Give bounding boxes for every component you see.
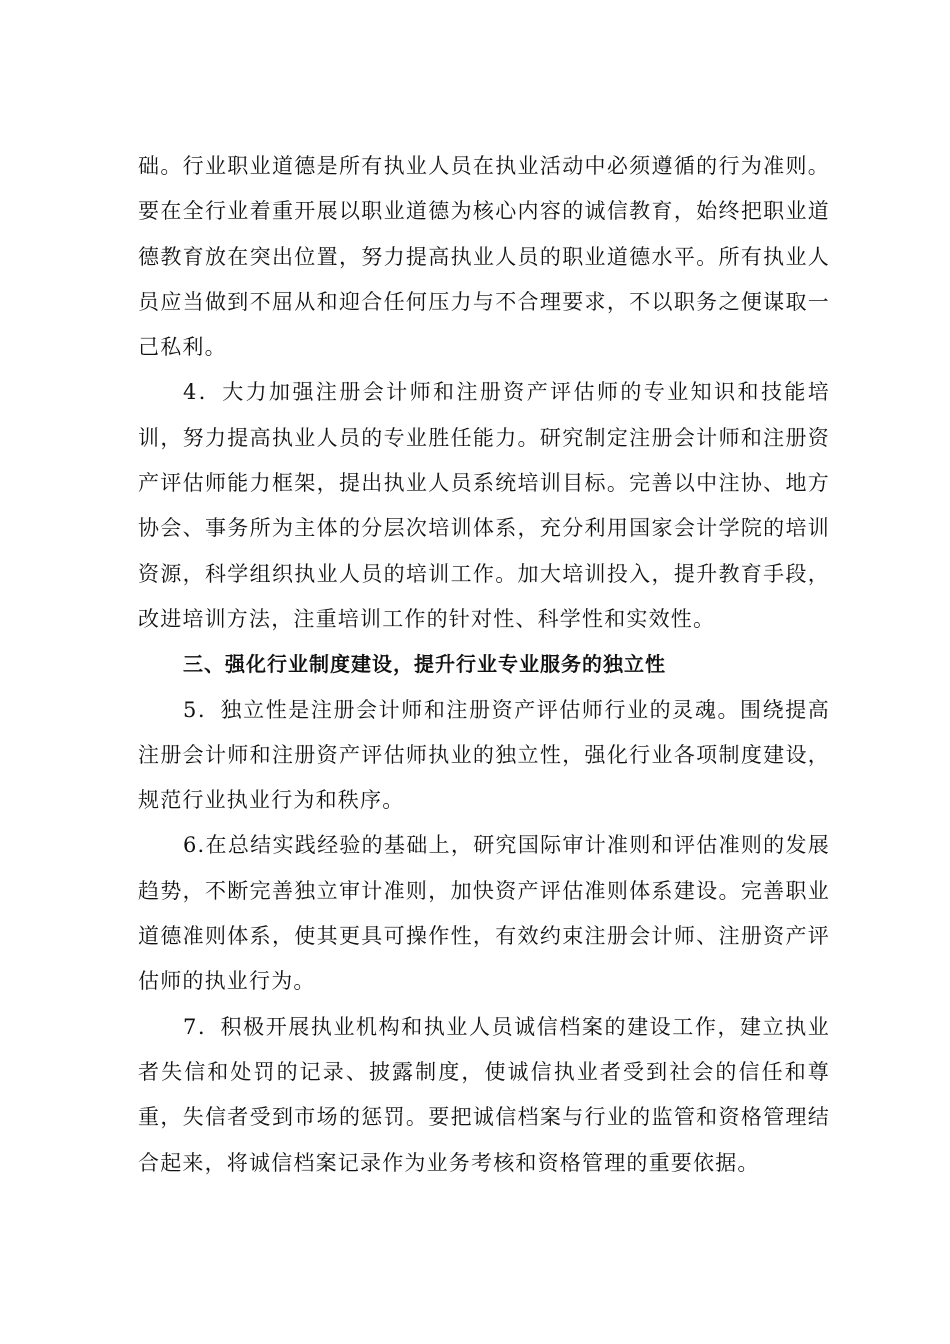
section-heading-3: 三、强化行业制度建设，提升行业专业服务的独立性 bbox=[183, 652, 666, 677]
paragraph-item-6-standards: 6.在总结实践经验的基础上，研究国际审计准则和评估准则的发展趋势，不断完善独立审计准则，加快资产评估准则体系建设。完善职业道德准则体系，使其更具可操作性，有效约束注册会计师、注册资产评估师的执业行为。 bbox=[138, 833, 830, 994]
paragraph-item-4-training: 4．大力加强注册会计师和注册资产评估师的专业知识和技能培训，努力提高执业人员的专业胜任能力。研究制定注册会计师和注册资产评估师能力框架，提出执业人员系统培训目标。完善以中注协、地方协会、事务所为主体的分层次培训体系，充分利用国家会计学院的培训资源，科学组织执业人员的培训工作。加大培训投入，提升教育手段，改进培训方法，注重培训工作的针对性、科学性和实效性。 bbox=[138, 380, 830, 631]
document-body bbox=[138, 144, 830, 1186]
paragraph-item-5-independence: 5．独立性是注册会计师和注册资产评估师行业的灵魂。围绕提高注册会计师和注册资产评估师执业的独立性，强化行业各项制度建设，规范行业执业行为和秩序。 bbox=[138, 697, 830, 813]
paragraph-professional-ethics: 础。行业职业道德是所有执业人员在执业活动中必须遵循的行为准则。要在全行业着重开展以职业道德为核心内容的诚信教育，始终把职业道德教育放在突出位置，努力提高执业人员的职业道德水平。所有执业人员应当做到不屈从和迎合任何压力与不合理要求，不以职务之便谋取一己私利。 bbox=[138, 154, 830, 360]
paragraph-item-7-integrity-records: 7．积极开展执业机构和执业人员诚信档案的建设工作，建立执业者失信和处罚的记录、披露制度，使诚信执业者受到社会的信任和尊重，失信者受到市场的惩罚。要把诚信档案与行业的监管和资格管理结合起来，将诚信档案记录作为业务考核和资格管理的重要依据。 bbox=[138, 1014, 830, 1175]
